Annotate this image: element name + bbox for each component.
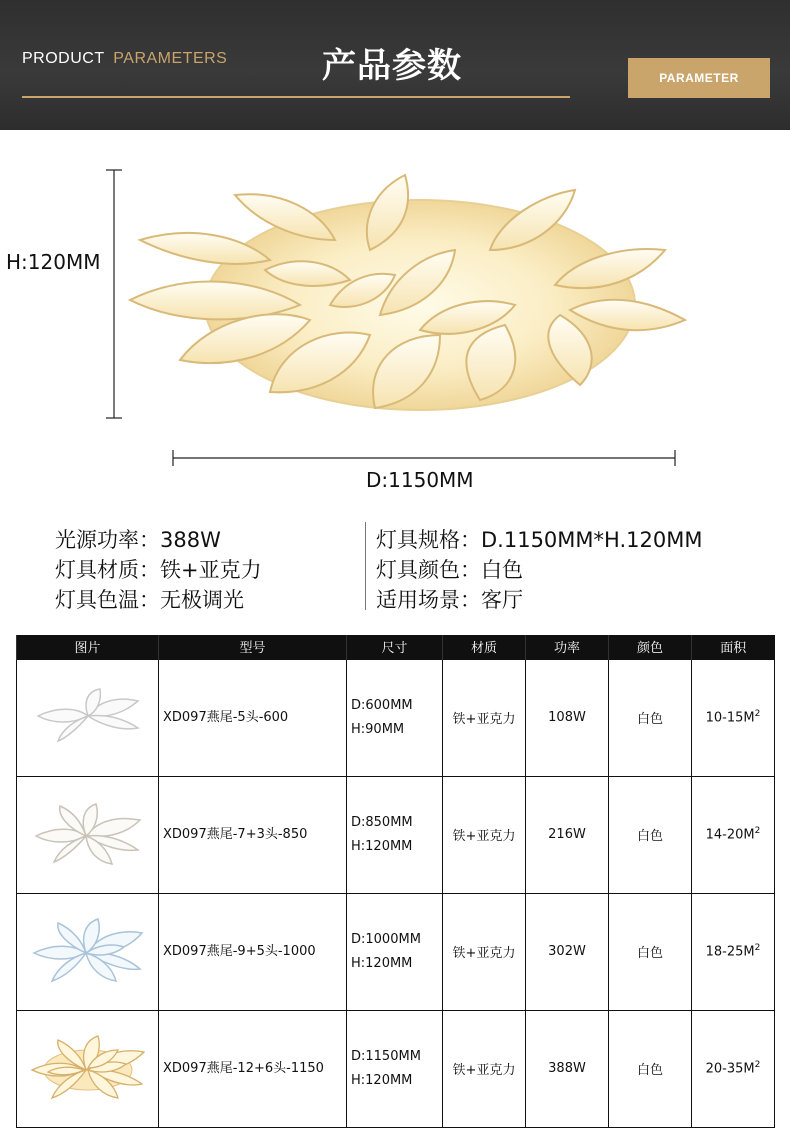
row-area-value: 20-35M bbox=[705, 1061, 755, 1077]
diameter-dimension-line bbox=[173, 450, 675, 466]
row-power: 302W bbox=[526, 893, 609, 1010]
header-divider bbox=[22, 96, 570, 98]
row-area bbox=[692, 1010, 775, 1127]
row-area-sup: 2 bbox=[754, 709, 761, 720]
row-size-h: H:120MM bbox=[351, 1072, 413, 1088]
spec-color bbox=[376, 554, 523, 584]
spec-power bbox=[55, 524, 221, 554]
row-color: 白色 bbox=[609, 659, 692, 776]
row-size-d: D:600MM bbox=[351, 697, 413, 713]
row-size-d: D:1000MM bbox=[351, 931, 421, 947]
row-area-value: 18-25M bbox=[705, 944, 755, 960]
row-size-d: D:1150MM bbox=[351, 1048, 421, 1064]
row-area-sup: 2 bbox=[754, 943, 761, 954]
spec-power-label: 光源功率： bbox=[55, 528, 160, 552]
col-header-model: 型号 bbox=[159, 635, 347, 659]
row-area-sup: 2 bbox=[754, 826, 761, 837]
lamp-thumbnail-icon bbox=[28, 798, 148, 868]
page-title: 产品参数 bbox=[322, 46, 462, 86]
row-material: 铁+亚克力 bbox=[443, 1010, 526, 1127]
row-material: 铁+亚克力 bbox=[443, 659, 526, 776]
spec-size-value: D.1150MM*H.120MM bbox=[481, 528, 703, 552]
parameter-badge: PARAMETER bbox=[628, 58, 770, 98]
row-size bbox=[347, 893, 443, 1010]
spec-divider bbox=[365, 522, 366, 610]
table-row bbox=[17, 1010, 775, 1127]
row-power: 108W bbox=[526, 659, 609, 776]
table-row bbox=[17, 659, 775, 776]
model-table bbox=[16, 635, 775, 1128]
row-model: XD097燕尾-7+3头-850 bbox=[159, 776, 347, 893]
col-header-size: 尺寸 bbox=[347, 635, 443, 659]
col-header-area: 面积 bbox=[692, 635, 775, 659]
row-image-cell bbox=[17, 659, 159, 776]
row-area bbox=[692, 893, 775, 1010]
header-subtitle bbox=[22, 50, 227, 68]
col-header-power: 功率 bbox=[526, 635, 609, 659]
row-color: 白色 bbox=[609, 893, 692, 1010]
table-row bbox=[17, 893, 775, 1010]
lamp-dimension-drawing bbox=[0, 130, 790, 500]
spec-scene bbox=[376, 584, 523, 614]
col-header-material: 材质 bbox=[443, 635, 526, 659]
row-size bbox=[347, 659, 443, 776]
row-size-h: H:120MM bbox=[351, 838, 413, 854]
row-image-cell bbox=[17, 1010, 159, 1127]
lamp-illustration bbox=[130, 175, 685, 410]
spec-material-label: 灯具材质： bbox=[55, 558, 160, 582]
spec-material bbox=[55, 554, 262, 584]
table-header-row bbox=[17, 635, 775, 659]
row-model: XD097燕尾-5头-600 bbox=[159, 659, 347, 776]
lamp-thumbnail-icon bbox=[28, 915, 148, 985]
row-model: XD097燕尾-9+5头-1000 bbox=[159, 893, 347, 1010]
row-material: 铁+亚克力 bbox=[443, 776, 526, 893]
lamp-thumbnail-icon bbox=[28, 1032, 148, 1102]
spec-color-label: 灯具颜色： bbox=[376, 558, 481, 582]
row-material: 铁+亚克力 bbox=[443, 893, 526, 1010]
spec-color-temp bbox=[55, 584, 244, 614]
row-model: XD097燕尾-12+6头-1150 bbox=[159, 1010, 347, 1127]
col-header-color: 颜色 bbox=[609, 635, 692, 659]
col-header-image: 图片 bbox=[17, 635, 159, 659]
spec-scene-value: 客厅 bbox=[481, 588, 523, 612]
table-row bbox=[17, 776, 775, 893]
row-area bbox=[692, 776, 775, 893]
spec-size bbox=[376, 524, 702, 554]
row-image-cell bbox=[17, 776, 159, 893]
row-size-d: D:850MM bbox=[351, 814, 413, 830]
row-color: 白色 bbox=[609, 1010, 692, 1127]
spec-color-temp-value: 无极调光 bbox=[160, 588, 244, 612]
header-banner bbox=[0, 0, 790, 130]
height-dimension-line bbox=[106, 170, 122, 418]
spec-color-value: 白色 bbox=[481, 558, 523, 582]
row-area-value: 14-20M bbox=[705, 827, 755, 843]
row-image-cell bbox=[17, 893, 159, 1010]
row-power: 216W bbox=[526, 776, 609, 893]
lamp-thumbnail-icon bbox=[28, 686, 148, 746]
spec-size-label: 灯具规格： bbox=[376, 528, 481, 552]
spec-power-value: 388W bbox=[160, 528, 221, 552]
header-word-parameters: PARAMETERS bbox=[113, 50, 228, 67]
row-area-sup: 2 bbox=[754, 1060, 761, 1071]
header-word-product: PRODUCT bbox=[22, 50, 105, 67]
row-area-value: 10-15M bbox=[705, 710, 755, 726]
spec-color-temp-label: 灯具色温： bbox=[55, 588, 160, 612]
spec-list bbox=[0, 520, 790, 612]
row-power: 388W bbox=[526, 1010, 609, 1127]
spec-material-value: 铁+亚克力 bbox=[160, 558, 262, 582]
row-size-h: H:90MM bbox=[351, 721, 405, 737]
row-area bbox=[692, 659, 775, 776]
spec-scene-label: 适用场景： bbox=[376, 588, 481, 612]
diameter-label: D:1150MM bbox=[366, 468, 474, 492]
height-label: H:120MM bbox=[6, 250, 101, 274]
row-size bbox=[347, 776, 443, 893]
row-color: 白色 bbox=[609, 776, 692, 893]
row-size bbox=[347, 1010, 443, 1127]
row-size-h: H:120MM bbox=[351, 955, 413, 971]
product-dimension-figure bbox=[0, 130, 790, 500]
